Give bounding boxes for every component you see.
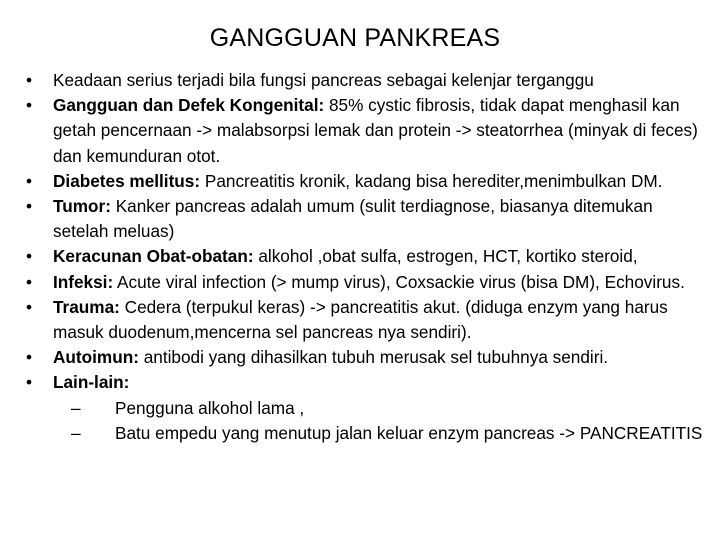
bullet-heading: Infeksi:: [53, 271, 114, 292]
bullet-dot-icon: •: [26, 95, 33, 116]
bullet-text: Cedera (terpukul keras) -> pancreatitis akut. (diduga enzym yang harus masuk duodenum,mencerna sel pancreas nya sendiri).: [53, 296, 668, 343]
bullet-heading: Trauma:: [53, 296, 120, 317]
bullet-dot-icon: •: [26, 347, 33, 368]
sub-bullet-item: [53, 396, 708, 421]
bullet-dot-icon: •: [26, 296, 33, 317]
bullet-dot-icon: •: [26, 246, 33, 267]
slide-content: [24, 68, 708, 446]
bullet-item-kongenital: [24, 93, 708, 169]
bullet-item-keadaan: [24, 68, 708, 93]
bullet-text: Acute viral infection (> mump virus), Coxsackie virus (bisa DM), Echovirus.: [113, 271, 685, 292]
bullet-item-infeksi: [24, 270, 708, 295]
bullet-dot-icon: •: [26, 372, 33, 393]
bullet-item-trauma: [24, 295, 708, 345]
bullet-text: Pancreatitis kronik, kadang bisa herediter,menimbulkan DM.: [200, 170, 663, 191]
bullet-item-diabetes: [24, 169, 708, 194]
bullet-dot-icon: •: [26, 271, 33, 292]
bullet-heading: Tumor:: [53, 196, 111, 217]
bullet-item-autoimun: [24, 345, 708, 370]
bullet-heading: Diabetes mellitus:: [53, 170, 201, 191]
bullet-text: 85% cystic fibrosis, tidak dapat menghasil kan getah pencernaan -> malabsorpsi lemak dan protein -> steatorrhea (minyak di feces) dan kemunduran otot.: [53, 95, 698, 166]
bullet-item-keracunan: [24, 244, 708, 269]
sub-bullet-text: Batu empedu yang menutup jalan keluar enzym pancreas -> PANCREATITIS: [115, 422, 703, 443]
bullet-text: antibodi yang dihasilkan tubuh merusak sel tubuhnya sendiri.: [138, 347, 609, 368]
bullet-dot-icon: •: [26, 196, 33, 217]
bullet-heading: Keracunan Obat-obatan:: [53, 246, 254, 267]
slide-title: GANGGUAN PANKREAS: [209, 24, 501, 52]
bullet-item-tumor: [24, 194, 708, 244]
dash-icon: –: [71, 422, 81, 443]
bullet-text: alkohol ,obat sulfa, estrogen, HCT, kortiko steroid,: [253, 246, 638, 267]
bullet-item-lain-lain: [24, 370, 708, 446]
sub-bullet-item: [53, 421, 708, 446]
bullet-list: [24, 68, 708, 446]
bullet-heading: Lain-lain:: [53, 372, 130, 393]
bullet-dot-icon: •: [26, 170, 33, 191]
dash-icon: –: [71, 397, 81, 418]
bullet-heading: Gangguan dan Defek Kongenital:: [53, 95, 325, 116]
bullet-text: Kanker pancreas adalah umum (sulit terdiagnose, biasanya ditemukan setelah meluas): [53, 196, 653, 242]
bullet-dot-icon: •: [26, 70, 33, 90]
bullet-heading: Autoimun:: [53, 347, 139, 368]
bullet-text: Keadaan serius terjadi bila fungsi pancreas sebagai kelenjar terganggu: [53, 70, 594, 90]
sub-bullet-list: [53, 396, 708, 446]
sub-bullet-text: Pengguna alkohol lama ,: [115, 397, 305, 418]
